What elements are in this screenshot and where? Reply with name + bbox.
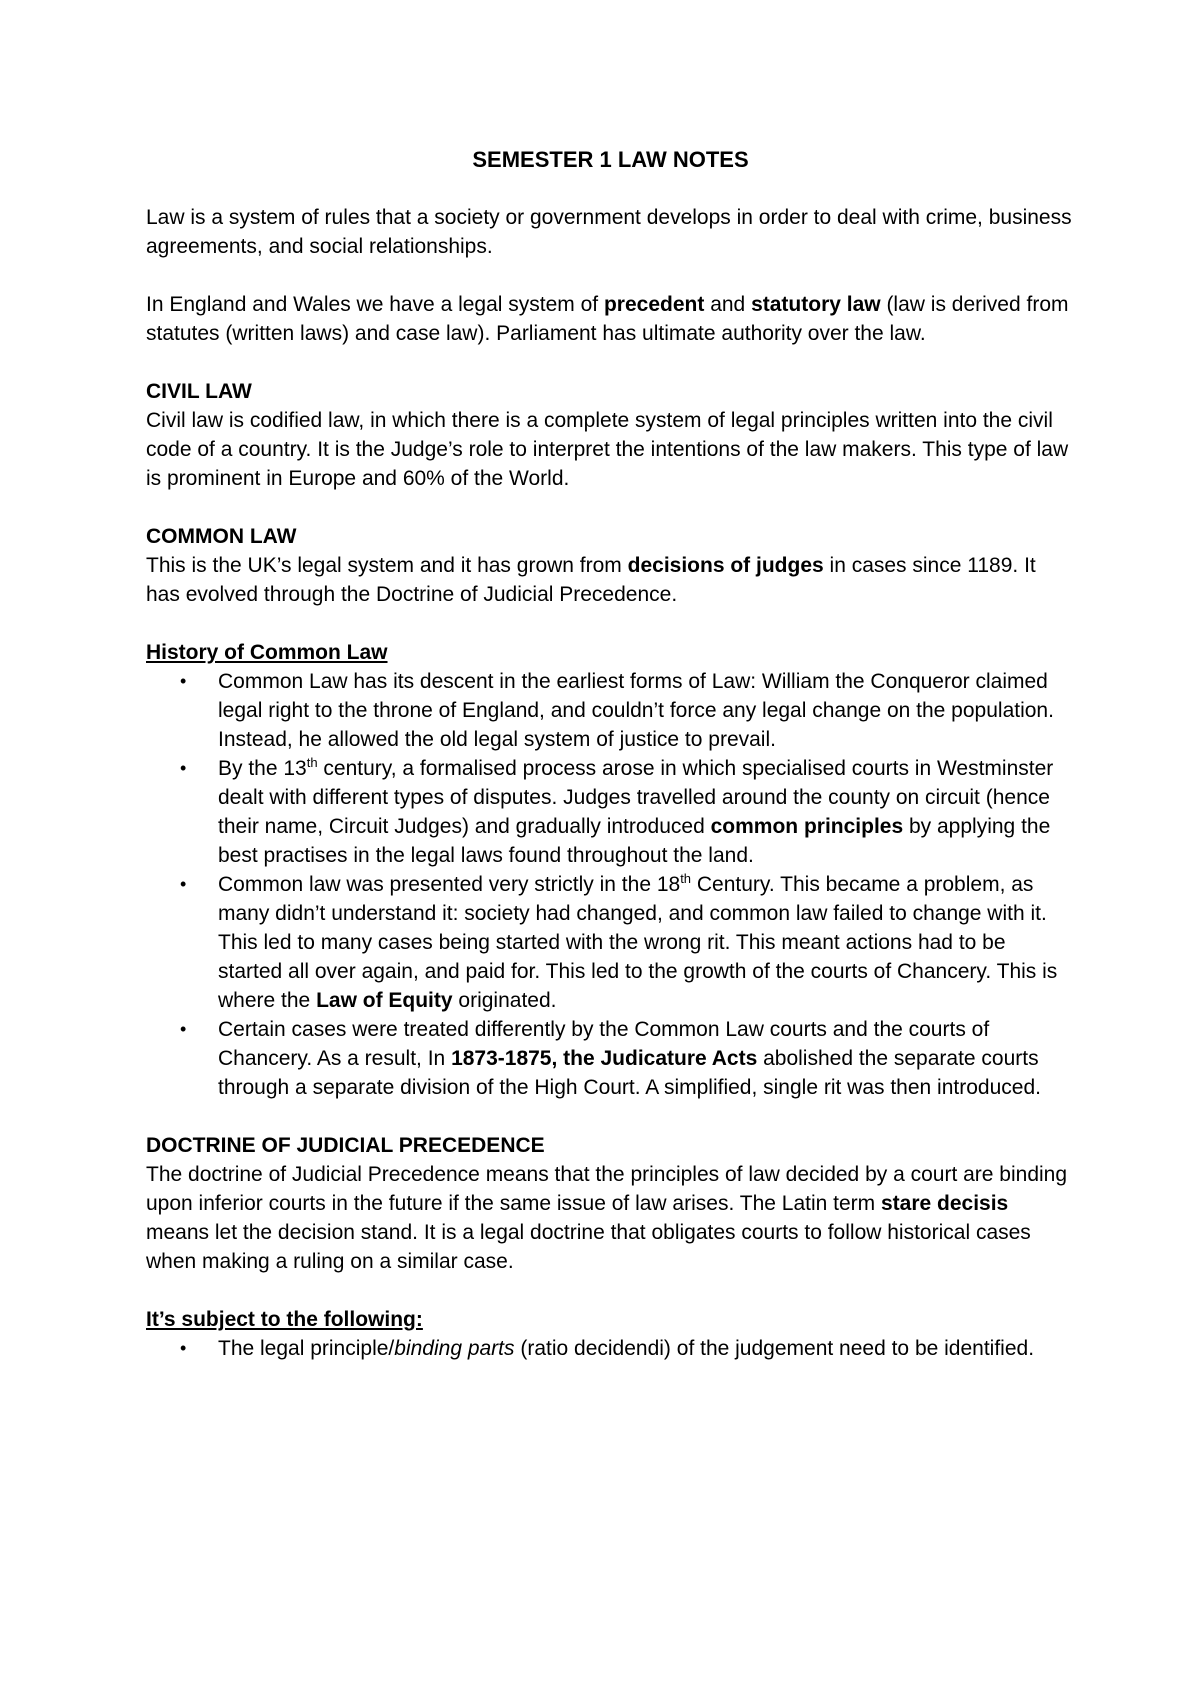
bullet-icon: • [180,758,187,778]
common-law-section [146,522,1075,609]
list-item [146,667,1075,754]
list-item-text: Common Law has its descent in the earliest forms of Law: William the Conqueror claimed legal right to the throne of England, and couldn’t force any legal change on the population. Instead, he allowed the old legal system of justice to prevail. [218,670,1054,751]
legal-system-paragraph: In England and Wales we have a legal system of precedent and statutory law (law is derived from statutes (written laws) and case law). Parliament has ultimate authority over the law. [146,293,1069,345]
subject-bullet-list [146,1334,1075,1363]
list-item [146,1334,1075,1363]
history-section [146,638,1075,1102]
history-heading: History of Common Law [146,641,388,664]
list-item-text: By the 13th century, a formalised process arose in which specialised courts in Westminster dealt with different types of disputes. Judges travelled around the county on circuit (hence their name, Circuit Judges) and gradually introduced common principles by applying the best practises in the legal laws found throughout the land. [218,755,1054,867]
bullet-icon: • [180,1019,187,1039]
doctrine-body: The doctrine of Judicial Precedence means that the principles of law decided by a court are binding upon inferior courts in the future if the same issue of law arises. The Latin term stare decisis means let the decision stand. It is a legal doctrine that obligates courts to follow historical cases when making a ruling on a similar case. [146,1163,1068,1273]
bullet-icon: • [180,874,187,894]
list-item-text: Common law was presented very strictly in the 18th Century. This became a problem, as many didn’t understand it: society had changed, and common law failed to change with it. This led to many cases being started with the wrong rit. This meant actions had to be started all over again, and paid for. This led to the growth of the courts of Chancery. This is where the Law of Equity originated. [218,871,1058,1012]
common-law-body: This is the UK’s legal system and it has grown from decisions of judges in cases since 1189. It has evolved through the Doctrine of Judicial Precedence. [146,554,1036,606]
intro-paragraph: Law is a system of rules that a society or government develops in order to deal with crime, business agreements, and social relationships. [146,206,1072,258]
doctrine-heading: DOCTRINE OF JUDICIAL PRECEDENCE [146,1134,545,1157]
common-law-heading: COMMON LAW [146,525,297,548]
document-title: SEMESTER 1 LAW NOTES [472,147,749,172]
list-item [146,870,1075,1015]
list-item-text: Certain cases were treated differently by the Common Law courts and the courts of Chancery. As a result, In 1873-1875, the Judicature Acts abolished the separate courts through a separate division of the High Court. A simplified, single rit was then introduced. [218,1018,1041,1099]
bullet-icon: • [180,671,187,691]
history-bullet-list [146,667,1075,1102]
list-item [146,1015,1075,1102]
list-item-text: The legal principle/binding parts (ratio decidendi) of the judgement need to be identified. [218,1337,1035,1360]
subject-heading: It’s subject to the following: [146,1308,423,1331]
civil-law-section [146,377,1075,493]
civil-law-body: Civil law is codified law, in which there is a complete system of legal principles written into the civil code of a country. It is the Judge’s role to interpret the intentions of the law makers. This type of law is prominent in Europe and 60% of the World. [146,409,1069,490]
bullet-icon: • [180,1338,187,1358]
civil-law-heading: CIVIL LAW [146,380,252,403]
list-item [146,754,1075,870]
